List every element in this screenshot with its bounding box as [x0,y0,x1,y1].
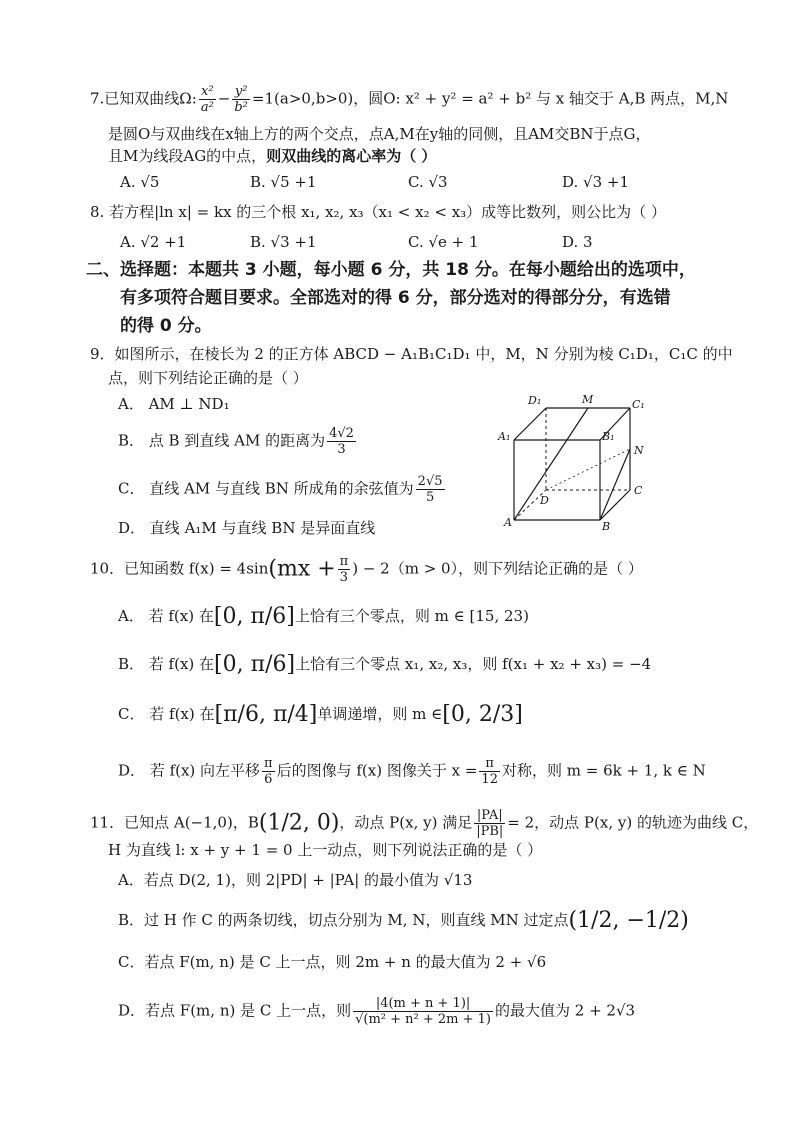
cube-label-n: N [634,444,644,457]
q9-c-frac: $\frac{2√5}{5}$ [417,474,443,505]
q7-stem-rest: =1(a>0,b>0)，圆O: x² + y² = a² + b² 与 x 轴交于 A,B 两点，M,N [251,89,729,108]
q8-option-b: B. √3 +1 [250,233,317,251]
q7-frac-x2a2: $\frac{\text{x²}}{\text{a²}}$ [200,84,214,115]
section2-line1: 二、选择题：本题共 3 小题，每小题 6 分，共 18 分。在每小题给出的选项中， [86,260,696,280]
q8-option-d: D. 3 [562,233,593,251]
q11-option-c: C．若点 F(m, n) 是 C 上一点，则 2m + n 的最大值为 2 + √6 [118,953,547,971]
q9-option-a: A． AM ⊥ ND₁ [118,395,230,413]
q11-d-frac: $\frac{|4(m + n + 1)|}{\text{√(m² + n² + 2m + 1)}}$ [355,996,491,1027]
q8-option-a: A. √2 +1 [120,233,187,251]
q9-option-d: D． 直线 A₁M 与直线 BN 是异面直线 [118,519,376,537]
cube-label-b1: B₁ [602,430,615,443]
cube-label-m: M [582,393,594,406]
q9-stem-line2: 点，则下列结论正确的是（ ） [108,369,308,387]
q7-option-c: C. √3 [408,173,448,191]
q9-b-frac: $\frac{4√2}{3}$ [329,426,354,457]
q7-frac-y2b2: $\frac{\text{y²}}{\text{b²}}$ [234,84,248,115]
q7-line1: 7.已知双曲线Ω: $\frac{\text{x²}}{\text{a²}}$ − $\frac{\text{y²}}{\text{b²}}$ =1(a>0,b>0)，圆O: x² + y² = a² + b² 与 x 轴交于 A,B 两点，M,N [90,84,729,115]
cube-label-a: A [504,516,512,529]
q7-option-a: A. √5 [120,173,160,191]
q9-cube-figure [496,392,656,532]
q7-option-b: B. √5 +1 [250,173,317,191]
cube-label-c1: C₁ [632,398,645,411]
q10-d-frac1: $\frac{\pi}{6}$ [264,756,273,787]
cube-label-c: C [634,484,643,497]
q8-option-c: C. √e + 1 [408,233,479,251]
q9-stem-line1: 9．如图所示，在棱长为 2 的正方体 ABCD − A₁B₁C₁D₁ 中，M，N 分别为棱 C₁D₁，C₁C 的中 [90,345,733,363]
q7-option-d: D. √3 +1 [562,173,630,191]
q11-stem-line2: H 为直线 l: x + y + 1 = 0 上一动点，则下列说法正确的是（ ） [108,841,543,859]
q10-option-b: B． 若 f(x) 在[0, π/6]上恰有三个零点 x₁, x₂, x₃，则 f(x₁ + x₂ + x₃) = −4 [118,652,652,677]
q11-stem-line1: 11．已知点 A(−1,0)，B(1/2, 0)，动点 P(x, y) 满足 $\frac{|PA|}{|PB|}$ = 2，动点 P(x, y) 的轨迹为曲线 C， [90,808,759,839]
q7-line2: 是圆O与双曲线在x轴上方的两个交点，点A,M在y轴的同侧，且AM交BN于点G， [108,125,651,143]
q9-option-b: B． 点 B 到直线 AM 的距离为 $\frac{4√2}{3}$ [118,426,354,457]
cube-label-b: B [602,520,611,532]
section2-line3: 的得 0 分。 [120,316,212,336]
q10-option-c: C． 若 f(x) 在[π/6, π/4]单调递增，则 m ∈[0, 2/3] [118,702,523,727]
cube-label-d: D [540,494,549,507]
q10-stem: 10．已知函数 f(x) = 4sin(mx + $\frac{\pi}{3}$ ) − 2（m > 0），则下列结论正确的是（ ） [90,554,643,585]
section2-line2: 有多项符合题目要求。全部选对的得 6 分，部分选对的得部分分，有选错 [120,288,671,308]
q11-option-b: B．过 H 作 C 的两条切线，切点分别为 M, N，则直线 MN 过定点(1/2, −1/2) [118,908,689,933]
q10-option-d: D． 若 f(x) 向左平移 $\frac{\pi}{6}$ 后的图像与 f(x) 图像关于 x = $\frac{\pi}{12}$ 对称，则 m = 6k + 1, k ∈ N [118,756,706,787]
q7-line3: 且M为线段AG的中点，则双曲线的离心率为（ ） [108,147,437,165]
q10-pi-3-frac: $\frac{\pi}{3}$ [339,554,349,585]
cube-label-a1: A₁ [498,430,511,443]
q11-option-a: A．若点 D(2, 1)，则 2|PD| + |PA| 的最小值为 √13 [118,871,473,889]
q10-option-a: A． 若 f(x) 在[0, π/6]上恰有三个零点，则 m ∈ [15, 23) [118,604,529,629]
q9-option-c: C． 直线 AM 与直线 BN 所成角的余弦值为 $\frac{2√5}{5}$ [118,474,443,505]
q10-d-frac2: $\frac{\pi}{12}$ [481,756,498,787]
q7-stem-start: 7.已知双曲线Ω: [90,89,197,108]
q11-ratio-frac: $\frac{|PA|}{|PB|}$ [476,808,504,839]
q8-stem: 8. 若方程|ln x| = kx 的三个根 x₁, x₂, x₃（x₁ < x₂ < x₃）成等比数列，则公比为（ ） [90,203,666,221]
cube-label-d1: D₁ [528,394,542,407]
q11-option-d: D．若点 F(m, n) 是 C 上一点，则 $\frac{|4(m + n + 1)|}{\text{√(m² + n² + 2m + 1)}}$ 的最大值为 2 + 2√3 [118,996,636,1027]
